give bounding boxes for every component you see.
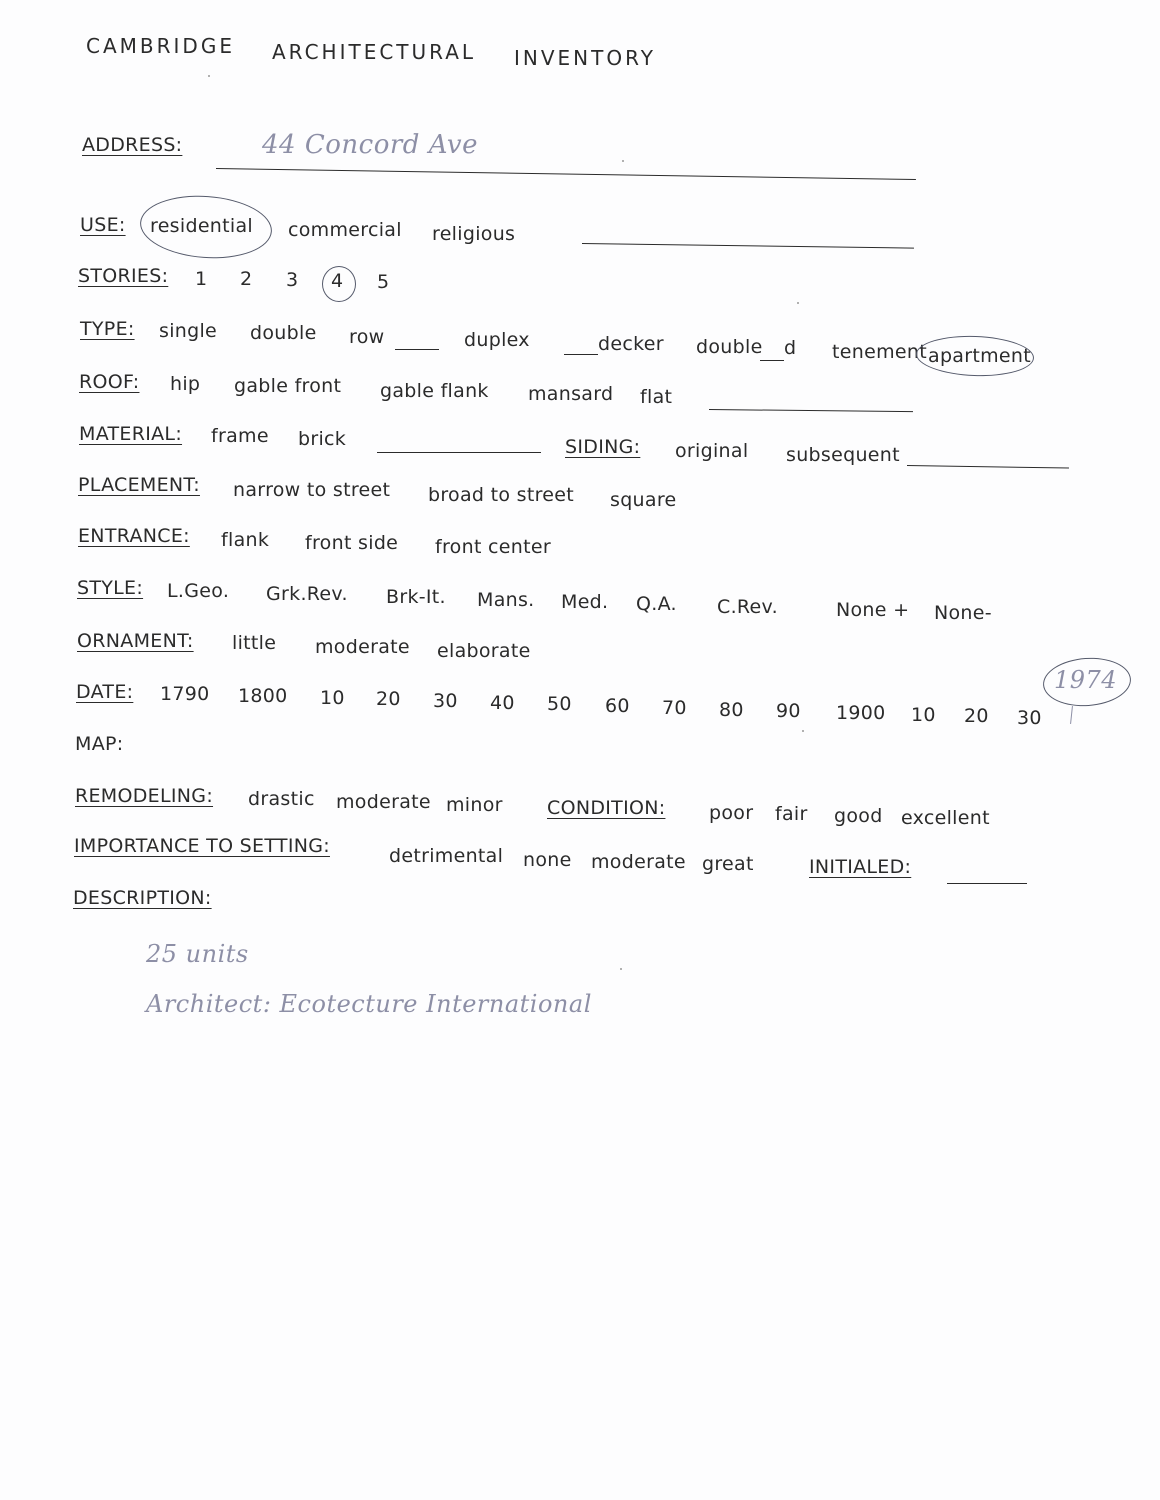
date-70: 70 — [662, 697, 687, 719]
type-double: double — [250, 322, 317, 344]
condition-label: CONDITION: — [547, 797, 666, 819]
importance-none: none — [523, 849, 572, 871]
siding-subsequent: subsequent — [786, 444, 900, 466]
siding-other-line — [907, 465, 1069, 469]
roof-other-line — [709, 409, 913, 412]
date-1930: 30 — [1017, 707, 1042, 729]
ornament-moderate: moderate — [315, 636, 410, 658]
stories-3: 3 — [286, 269, 299, 291]
use-religious: religious — [432, 223, 516, 245]
type-apartment: apartment — [928, 345, 1031, 367]
date-handwritten-1974: 1974 — [1054, 666, 1118, 694]
siding-label: SIDING: — [565, 436, 641, 458]
type-duplex: duplex — [464, 329, 530, 351]
entrance-front-side: front side — [305, 532, 399, 554]
type-row: row — [349, 326, 385, 348]
date-40: 40 — [490, 692, 515, 714]
description-label: DESCRIPTION: — [73, 887, 212, 909]
speck-3 — [797, 302, 799, 304]
date-selected-circle — [1041, 655, 1132, 709]
type-double-d: double — [696, 336, 763, 358]
type-selected-circle — [915, 334, 1034, 378]
importance-detrimental: detrimental — [389, 845, 504, 867]
date-label: DATE: — [76, 681, 134, 703]
roof-hip: hip — [170, 373, 201, 395]
material-brick: brick — [298, 428, 347, 450]
speck-5 — [620, 968, 622, 970]
type-row-line — [395, 349, 439, 350]
date-1910: 10 — [911, 704, 936, 726]
date-50: 50 — [547, 693, 572, 715]
placement-broad: broad to street — [428, 484, 575, 506]
style-none-minus: None- — [934, 602, 992, 624]
date-1900: 1900 — [836, 702, 886, 724]
date-30: 30 — [433, 690, 458, 712]
importance-great: great — [702, 853, 754, 875]
header-architectural: ARCHITECTURAL — [272, 40, 477, 64]
roof-gable-flank: gable flank — [380, 380, 489, 402]
roof-label: ROOF: — [79, 371, 140, 393]
address-line — [216, 168, 916, 180]
date-60: 60 — [605, 695, 630, 717]
material-label: MATERIAL: — [79, 423, 183, 445]
stories-selected-circle — [322, 266, 356, 302]
header-cambridge: CAMBRIDGE — [86, 34, 235, 58]
roof-flat: flat — [640, 386, 673, 408]
ornament-label: ORNAMENT: — [77, 630, 194, 652]
entrance-front-center: front center — [435, 536, 551, 558]
use-commercial: commercial — [288, 219, 402, 241]
placement-narrow: narrow to street — [233, 479, 391, 501]
roof-gable-front: gable front — [234, 375, 342, 397]
header-inventory: INVENTORY — [514, 46, 656, 70]
style-mans: Mans. — [477, 589, 535, 611]
roof-mansard: mansard — [528, 383, 614, 405]
remodeling-label: REMODELING: — [75, 785, 214, 807]
placement-square: square — [610, 489, 677, 511]
style-grkrev: Grk.Rev. — [266, 583, 348, 605]
date-1800: 1800 — [238, 685, 288, 707]
ornament-elaborate: elaborate — [437, 640, 531, 662]
type-decker: decker — [598, 333, 664, 355]
material-frame: frame — [211, 425, 269, 447]
entrance-label: ENTRANCE: — [78, 525, 190, 547]
initialed-label: INITIALED: — [809, 856, 912, 878]
speck-1 — [208, 75, 210, 77]
importance-moderate: moderate — [591, 851, 686, 873]
condition-excellent: excellent — [901, 807, 990, 829]
condition-poor: poor — [709, 802, 754, 824]
date-10: 10 — [320, 687, 345, 709]
description-line-2: Architect: Ecotecture International — [146, 990, 592, 1018]
style-brkit: Brk-It. — [386, 586, 446, 608]
map-label: MAP: — [75, 733, 124, 755]
use-selected-circle — [138, 191, 274, 262]
stories-1: 1 — [195, 268, 208, 290]
date-20: 20 — [376, 688, 401, 710]
use-other-line — [582, 243, 914, 249]
condition-good: good — [834, 805, 883, 827]
stories-2: 2 — [240, 268, 253, 290]
remodeling-minor: minor — [446, 794, 503, 816]
address-value: 44 Concord Ave — [262, 130, 478, 160]
stories-5: 5 — [377, 271, 390, 293]
placement-label: PLACEMENT: — [78, 474, 200, 496]
stories-label: STORIES: — [78, 265, 169, 287]
date-90: 90 — [776, 700, 801, 722]
address-label: ADDRESS: — [82, 134, 183, 156]
type-decker-line — [564, 354, 598, 355]
entrance-flank: flank — [221, 529, 270, 551]
date-80: 80 — [719, 699, 744, 721]
style-lgeo: L.Geo. — [167, 580, 230, 602]
type-label: TYPE: — [80, 318, 135, 340]
use-label: USE: — [80, 214, 126, 236]
siding-original: original — [675, 440, 749, 462]
ornament-little: little — [232, 632, 277, 654]
stories-4: 4 — [331, 270, 344, 292]
material-other-line — [377, 452, 541, 453]
type-tenement: tenement — [832, 341, 927, 363]
date-1790: 1790 — [160, 683, 210, 705]
style-qa: Q.A. — [636, 593, 677, 615]
type-single: single — [159, 320, 218, 342]
style-med: Med. — [561, 591, 609, 613]
initialed-line — [947, 883, 1027, 884]
style-none-plus: None + — [836, 599, 910, 621]
speck-2 — [622, 160, 624, 162]
date-tick-mark — [1070, 706, 1073, 724]
type-double-d-line — [760, 360, 784, 361]
date-1920: 20 — [964, 705, 989, 727]
style-label: STYLE: — [77, 577, 144, 599]
style-crev: C.Rev. — [717, 596, 778, 618]
use-residential: residential — [150, 215, 254, 237]
condition-fair: fair — [775, 803, 808, 825]
importance-label: IMPORTANCE TO SETTING: — [74, 835, 330, 857]
description-line-1: 25 units — [146, 940, 249, 968]
remodeling-drastic: drastic — [248, 788, 315, 810]
type-d: d — [784, 337, 797, 359]
speck-4 — [802, 730, 804, 732]
remodeling-moderate: moderate — [336, 791, 431, 813]
